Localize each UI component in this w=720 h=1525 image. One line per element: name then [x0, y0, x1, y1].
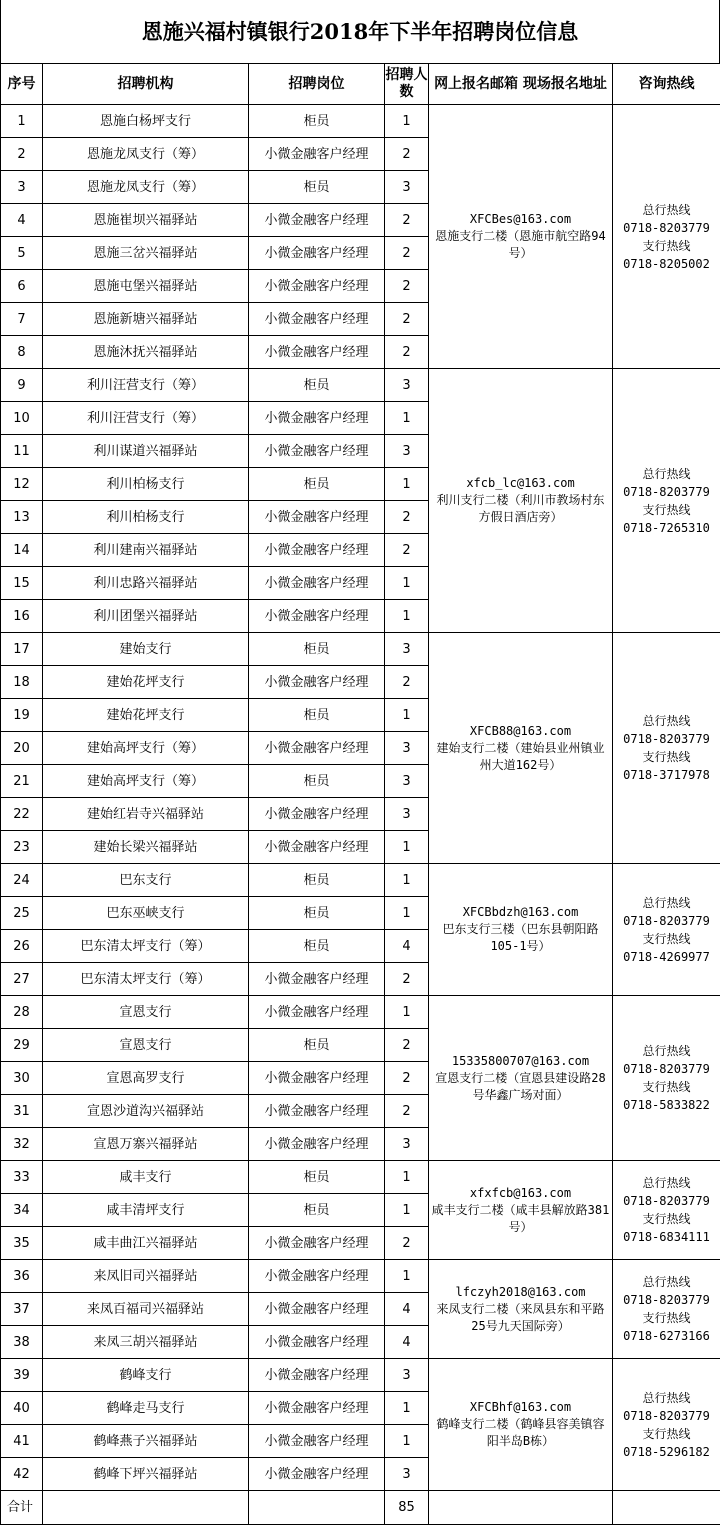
- cell-seq: 15: [1, 567, 43, 600]
- cell-seq: 19: [1, 699, 43, 732]
- cell-org: 恩施白杨坪支行: [43, 105, 249, 138]
- cell-seq: 8: [1, 336, 43, 369]
- cell-count: 3: [385, 1458, 429, 1491]
- cell-position: 小微金融客户经理: [249, 402, 385, 435]
- cell-seq: 18: [1, 666, 43, 699]
- cell-org: 利川忠路兴福驿站: [43, 567, 249, 600]
- header-count: 招聘人数: [385, 64, 429, 105]
- recruitment-table: [0, 63, 720, 1525]
- hotline-hq-label: 总行热线: [613, 465, 720, 483]
- hotline-branch-label: 支行热线: [613, 748, 720, 766]
- cell-count: 2: [385, 1029, 429, 1062]
- total-empty: [429, 1491, 613, 1525]
- cell-seq: 21: [1, 765, 43, 798]
- cell-count: 1: [385, 1194, 429, 1227]
- cell-contact: [429, 864, 613, 996]
- cell-org: 咸丰支行: [43, 1161, 249, 1194]
- cell-position: 小微金融客户经理: [249, 1260, 385, 1293]
- hotline-hq-phone: 0718-8203779: [613, 1060, 720, 1078]
- cell-seq: 31: [1, 1095, 43, 1128]
- cell-seq: 34: [1, 1194, 43, 1227]
- cell-position: 小微金融客户经理: [249, 1128, 385, 1161]
- cell-seq: 2: [1, 138, 43, 171]
- cell-seq: 39: [1, 1359, 43, 1392]
- contact-address: 利川支行二楼（利川市教场村东方假日酒店旁）: [436, 493, 604, 524]
- total-empty: [613, 1491, 720, 1525]
- cell-contact: [429, 633, 613, 864]
- cell-count: 4: [385, 1293, 429, 1326]
- cell-org: 恩施三岔兴福驿站: [43, 237, 249, 270]
- hotline-branch-phone: 0718-5833822: [613, 1096, 720, 1114]
- cell-count: 3: [385, 171, 429, 204]
- contact-address: 巴东支行三楼（巴东县朝阳路105-1号）: [442, 922, 598, 953]
- cell-position: 小微金融客户经理: [249, 501, 385, 534]
- cell-org: 来凤百福司兴福驿站: [43, 1293, 249, 1326]
- cell-position: 柜员: [249, 171, 385, 204]
- cell-position: 柜员: [249, 633, 385, 666]
- cell-count: 2: [385, 204, 429, 237]
- cell-count: 1: [385, 105, 429, 138]
- cell-count: 2: [385, 303, 429, 336]
- cell-seq: 25: [1, 897, 43, 930]
- hotline-hq-phone: 0718-8203779: [613, 483, 720, 501]
- contact-email: xfcb_lc@163.com: [431, 475, 610, 492]
- contact-email: lfczyh2018@163.com: [431, 1284, 610, 1301]
- cell-contact: [429, 1260, 613, 1359]
- cell-position: 小微金融客户经理: [249, 996, 385, 1029]
- cell-contact: [429, 369, 613, 633]
- cell-seq: 26: [1, 930, 43, 963]
- cell-position: 小微金融客户经理: [249, 1425, 385, 1458]
- cell-org: 宣恩高罗支行: [43, 1062, 249, 1095]
- cell-seq: 20: [1, 732, 43, 765]
- hotline-branch-phone: 0718-6834111: [613, 1228, 720, 1246]
- cell-count: 2: [385, 1227, 429, 1260]
- cell-count: 2: [385, 138, 429, 171]
- cell-count: 3: [385, 1359, 429, 1392]
- cell-seq: 5: [1, 237, 43, 270]
- cell-position: 小微金融客户经理: [249, 1095, 385, 1128]
- hotline-branch-phone: 0718-7265310: [613, 519, 720, 537]
- cell-org: 鹤峰支行: [43, 1359, 249, 1392]
- cell-position: 小微金融客户经理: [249, 336, 385, 369]
- cell-position: 小微金融客户经理: [249, 1227, 385, 1260]
- cell-hotline: [613, 1161, 720, 1260]
- cell-contact: [429, 105, 613, 369]
- total-row: [1, 1491, 720, 1525]
- cell-count: 3: [385, 798, 429, 831]
- cell-hotline: [613, 864, 720, 996]
- cell-contact: [429, 1161, 613, 1260]
- cell-position: 小微金融客户经理: [249, 1062, 385, 1095]
- cell-seq: 3: [1, 171, 43, 204]
- cell-hotline: [613, 369, 720, 633]
- contact-address: 建始支行二楼（建始县业州镇业州大道162号）: [436, 741, 604, 772]
- total-count: 85: [385, 1491, 429, 1525]
- cell-org: 咸丰曲江兴福驿站: [43, 1227, 249, 1260]
- cell-position: 小微金融客户经理: [249, 204, 385, 237]
- cell-seq: 36: [1, 1260, 43, 1293]
- cell-org: 利川柏杨支行: [43, 501, 249, 534]
- contact-address: 鹤峰支行二楼（鹤峰县容美镇容阳半岛B栋）: [436, 1417, 604, 1448]
- cell-org: 利川柏杨支行: [43, 468, 249, 501]
- cell-count: 2: [385, 534, 429, 567]
- header-seq: 序号: [1, 64, 43, 105]
- hotline-branch-label: 支行热线: [613, 237, 720, 255]
- hotline-branch-label: 支行热线: [613, 501, 720, 519]
- cell-org: 利川谋道兴福驿站: [43, 435, 249, 468]
- cell-count: 1: [385, 897, 429, 930]
- cell-seq: 32: [1, 1128, 43, 1161]
- hotline-hq-label: 总行热线: [613, 894, 720, 912]
- cell-org: 宣恩万寨兴福驿站: [43, 1128, 249, 1161]
- cell-count: 2: [385, 501, 429, 534]
- hotline-branch-phone: 0718-5296182: [613, 1443, 720, 1461]
- header-contact: 网上报名邮箱 现场报名地址: [429, 64, 613, 105]
- cell-org: 恩施屯堡兴福驿站: [43, 270, 249, 303]
- cell-seq: 13: [1, 501, 43, 534]
- contact-email: XFCBes@163.com: [431, 211, 610, 228]
- cell-seq: 41: [1, 1425, 43, 1458]
- cell-org: 来凤旧司兴福驿站: [43, 1260, 249, 1293]
- cell-count: 3: [385, 732, 429, 765]
- cell-org: 宣恩支行: [43, 996, 249, 1029]
- cell-count: 3: [385, 435, 429, 468]
- cell-contact: [429, 1359, 613, 1491]
- cell-position: 小微金融客户经理: [249, 1359, 385, 1392]
- cell-org: 鹤峰下坪兴福驿站: [43, 1458, 249, 1491]
- cell-count: 2: [385, 237, 429, 270]
- cell-position: 小微金融客户经理: [249, 732, 385, 765]
- cell-org: 恩施龙凤支行（筹）: [43, 171, 249, 204]
- cell-position: 柜员: [249, 1194, 385, 1227]
- hotline-branch-label: 支行热线: [613, 930, 720, 948]
- hotline-hq-phone: 0718-8203779: [613, 1192, 720, 1210]
- cell-count: 3: [385, 369, 429, 402]
- hotline-hq-label: 总行热线: [613, 1174, 720, 1192]
- cell-position: 柜员: [249, 765, 385, 798]
- cell-org: 建始高坪支行（筹）: [43, 765, 249, 798]
- hotline-hq-label: 总行热线: [613, 1042, 720, 1060]
- cell-position: 小微金融客户经理: [249, 1392, 385, 1425]
- cell-seq: 37: [1, 1293, 43, 1326]
- table-row: [1, 633, 720, 666]
- hotline-hq-phone: 0718-8203779: [613, 1291, 720, 1309]
- cell-org: 建始高坪支行（筹）: [43, 732, 249, 765]
- cell-count: 4: [385, 930, 429, 963]
- contact-email: 15335800707@163.com: [431, 1053, 610, 1070]
- cell-org: 利川团堡兴福驿站: [43, 600, 249, 633]
- table-row: [1, 1161, 720, 1194]
- cell-seq: 38: [1, 1326, 43, 1359]
- cell-seq: 24: [1, 864, 43, 897]
- cell-seq: 6: [1, 270, 43, 303]
- cell-position: 小微金融客户经理: [249, 1326, 385, 1359]
- hotline-branch-phone: 0718-4269977: [613, 948, 720, 966]
- cell-count: 1: [385, 1161, 429, 1194]
- cell-hotline: [613, 1260, 720, 1359]
- cell-org: 宣恩沙道沟兴福驿站: [43, 1095, 249, 1128]
- contact-email: XFCBbdzh@163.com: [431, 904, 610, 921]
- cell-position: 小微金融客户经理: [249, 567, 385, 600]
- cell-position: 小微金融客户经理: [249, 831, 385, 864]
- cell-count: 1: [385, 1392, 429, 1425]
- hotline-hq-label: 总行热线: [613, 712, 720, 730]
- cell-org: 巴东支行: [43, 864, 249, 897]
- cell-position: 小微金融客户经理: [249, 963, 385, 996]
- cell-hotline: [613, 996, 720, 1161]
- header-position: 招聘岗位: [249, 64, 385, 105]
- cell-position: 小微金融客户经理: [249, 303, 385, 336]
- total-label: 合计: [1, 1491, 43, 1525]
- cell-seq: 33: [1, 1161, 43, 1194]
- page-title: 恩施兴福村镇银行2018年下半年招聘岗位信息: [0, 0, 720, 63]
- cell-count: 1: [385, 1425, 429, 1458]
- table-row: [1, 864, 720, 897]
- contact-email: XFCB88@163.com: [431, 723, 610, 740]
- contact-email: xfxfcb@163.com: [431, 1185, 610, 1202]
- cell-seq: 22: [1, 798, 43, 831]
- hotline-branch-phone: 0718-6273166: [613, 1327, 720, 1345]
- cell-position: 小微金融客户经理: [249, 600, 385, 633]
- cell-org: 恩施崔坝兴福驿站: [43, 204, 249, 237]
- cell-count: 3: [385, 633, 429, 666]
- cell-seq: 9: [1, 369, 43, 402]
- cell-count: 3: [385, 1128, 429, 1161]
- cell-count: 2: [385, 963, 429, 996]
- contact-address: 来凤支行二楼（来凤县东和平路25号九天国际旁）: [436, 1302, 604, 1333]
- cell-seq: 10: [1, 402, 43, 435]
- contact-address: 恩施支行二楼（恩施市航空路94号）: [435, 229, 605, 260]
- table-row: [1, 996, 720, 1029]
- header-hotline: 咨询热线: [613, 64, 720, 105]
- hotline-hq-label: 总行热线: [613, 201, 720, 219]
- cell-count: 3: [385, 765, 429, 798]
- cell-count: 4: [385, 1326, 429, 1359]
- cell-position: 小微金融客户经理: [249, 435, 385, 468]
- cell-count: 1: [385, 831, 429, 864]
- cell-org: 巴东清太坪支行（筹）: [43, 930, 249, 963]
- cell-position: 小微金融客户经理: [249, 270, 385, 303]
- cell-position: 柜员: [249, 699, 385, 732]
- table-body: [1, 105, 720, 1525]
- cell-org: 巴东巫峡支行: [43, 897, 249, 930]
- cell-position: 柜员: [249, 1029, 385, 1062]
- cell-seq: 42: [1, 1458, 43, 1491]
- cell-org: 建始红岩寺兴福驿站: [43, 798, 249, 831]
- cell-position: 柜员: [249, 897, 385, 930]
- hotline-hq-label: 总行热线: [613, 1273, 720, 1291]
- cell-count: 1: [385, 600, 429, 633]
- contact-address: 宣恩支行二楼（宣恩县建设路28号华鑫广场对面）: [435, 1071, 605, 1102]
- cell-seq: 11: [1, 435, 43, 468]
- cell-count: 1: [385, 567, 429, 600]
- cell-count: 1: [385, 996, 429, 1029]
- cell-position: 柜员: [249, 930, 385, 963]
- cell-org: 建始长梁兴福驿站: [43, 831, 249, 864]
- cell-seq: 1: [1, 105, 43, 138]
- cell-seq: 27: [1, 963, 43, 996]
- table-row: [1, 1260, 720, 1293]
- cell-position: 小微金融客户经理: [249, 1458, 385, 1491]
- contact-email: XFCBhf@163.com: [431, 1399, 610, 1416]
- cell-count: 2: [385, 666, 429, 699]
- cell-seq: 40: [1, 1392, 43, 1425]
- cell-org: 宣恩支行: [43, 1029, 249, 1062]
- cell-seq: 35: [1, 1227, 43, 1260]
- total-empty: [43, 1491, 249, 1525]
- hotline-hq-phone: 0718-8203779: [613, 1407, 720, 1425]
- cell-org: 利川汪营支行（筹）: [43, 369, 249, 402]
- cell-count: 1: [385, 1260, 429, 1293]
- cell-seq: 4: [1, 204, 43, 237]
- cell-org: 利川建南兴福驿站: [43, 534, 249, 567]
- cell-seq: 28: [1, 996, 43, 1029]
- hotline-hq-phone: 0718-8203779: [613, 219, 720, 237]
- cell-org: 建始支行: [43, 633, 249, 666]
- header-org: 招聘机构: [43, 64, 249, 105]
- cell-org: 鹤峰走马支行: [43, 1392, 249, 1425]
- cell-seq: 14: [1, 534, 43, 567]
- hotline-branch-label: 支行热线: [613, 1078, 720, 1096]
- cell-contact: [429, 996, 613, 1161]
- cell-count: 1: [385, 864, 429, 897]
- table-row: [1, 369, 720, 402]
- hotline-hq-label: 总行热线: [613, 1389, 720, 1407]
- cell-org: 巴东清太坪支行（筹）: [43, 963, 249, 996]
- cell-org: 来凤三胡兴福驿站: [43, 1326, 249, 1359]
- cell-org: 恩施龙凤支行（筹）: [43, 138, 249, 171]
- cell-count: 2: [385, 270, 429, 303]
- table-row: [1, 105, 720, 138]
- cell-position: 柜员: [249, 369, 385, 402]
- hotline-branch-label: 支行热线: [613, 1210, 720, 1228]
- hotline-branch-phone: 0718-3717978: [613, 766, 720, 784]
- cell-position: 柜员: [249, 1161, 385, 1194]
- cell-org: 鹤峰燕子兴福驿站: [43, 1425, 249, 1458]
- cell-seq: 7: [1, 303, 43, 336]
- cell-org: 利川汪营支行（筹）: [43, 402, 249, 435]
- cell-count: 2: [385, 336, 429, 369]
- cell-org: 建始花坪支行: [43, 699, 249, 732]
- cell-position: 小微金融客户经理: [249, 237, 385, 270]
- cell-count: 1: [385, 402, 429, 435]
- cell-position: 柜员: [249, 468, 385, 501]
- cell-seq: 12: [1, 468, 43, 501]
- cell-seq: 30: [1, 1062, 43, 1095]
- header-row: [1, 64, 720, 105]
- hotline-branch-label: 支行热线: [613, 1309, 720, 1327]
- cell-hotline: [613, 105, 720, 369]
- cell-org: 咸丰清坪支行: [43, 1194, 249, 1227]
- cell-org: 恩施新塘兴福驿站: [43, 303, 249, 336]
- cell-position: 小微金融客户经理: [249, 1293, 385, 1326]
- hotline-branch-phone: 0718-8205002: [613, 255, 720, 273]
- cell-hotline: [613, 633, 720, 864]
- table-row: [1, 1359, 720, 1392]
- hotline-hq-phone: 0718-8203779: [613, 730, 720, 748]
- cell-position: 柜员: [249, 105, 385, 138]
- cell-hotline: [613, 1359, 720, 1491]
- cell-count: 2: [385, 1062, 429, 1095]
- cell-count: 2: [385, 1095, 429, 1128]
- total-empty: [249, 1491, 385, 1525]
- cell-seq: 17: [1, 633, 43, 666]
- cell-count: 1: [385, 468, 429, 501]
- cell-position: 柜员: [249, 864, 385, 897]
- cell-position: 小微金融客户经理: [249, 534, 385, 567]
- cell-seq: 29: [1, 1029, 43, 1062]
- cell-position: 小微金融客户经理: [249, 138, 385, 171]
- hotline-branch-label: 支行热线: [613, 1425, 720, 1443]
- hotline-hq-phone: 0718-8203779: [613, 912, 720, 930]
- cell-count: 1: [385, 699, 429, 732]
- cell-seq: 23: [1, 831, 43, 864]
- cell-position: 小微金融客户经理: [249, 666, 385, 699]
- cell-org: 恩施沐抚兴福驿站: [43, 336, 249, 369]
- cell-org: 建始花坪支行: [43, 666, 249, 699]
- cell-seq: 16: [1, 600, 43, 633]
- contact-address: 咸丰支行二楼（咸丰县解放路381号）: [432, 1203, 610, 1234]
- cell-position: 小微金融客户经理: [249, 798, 385, 831]
